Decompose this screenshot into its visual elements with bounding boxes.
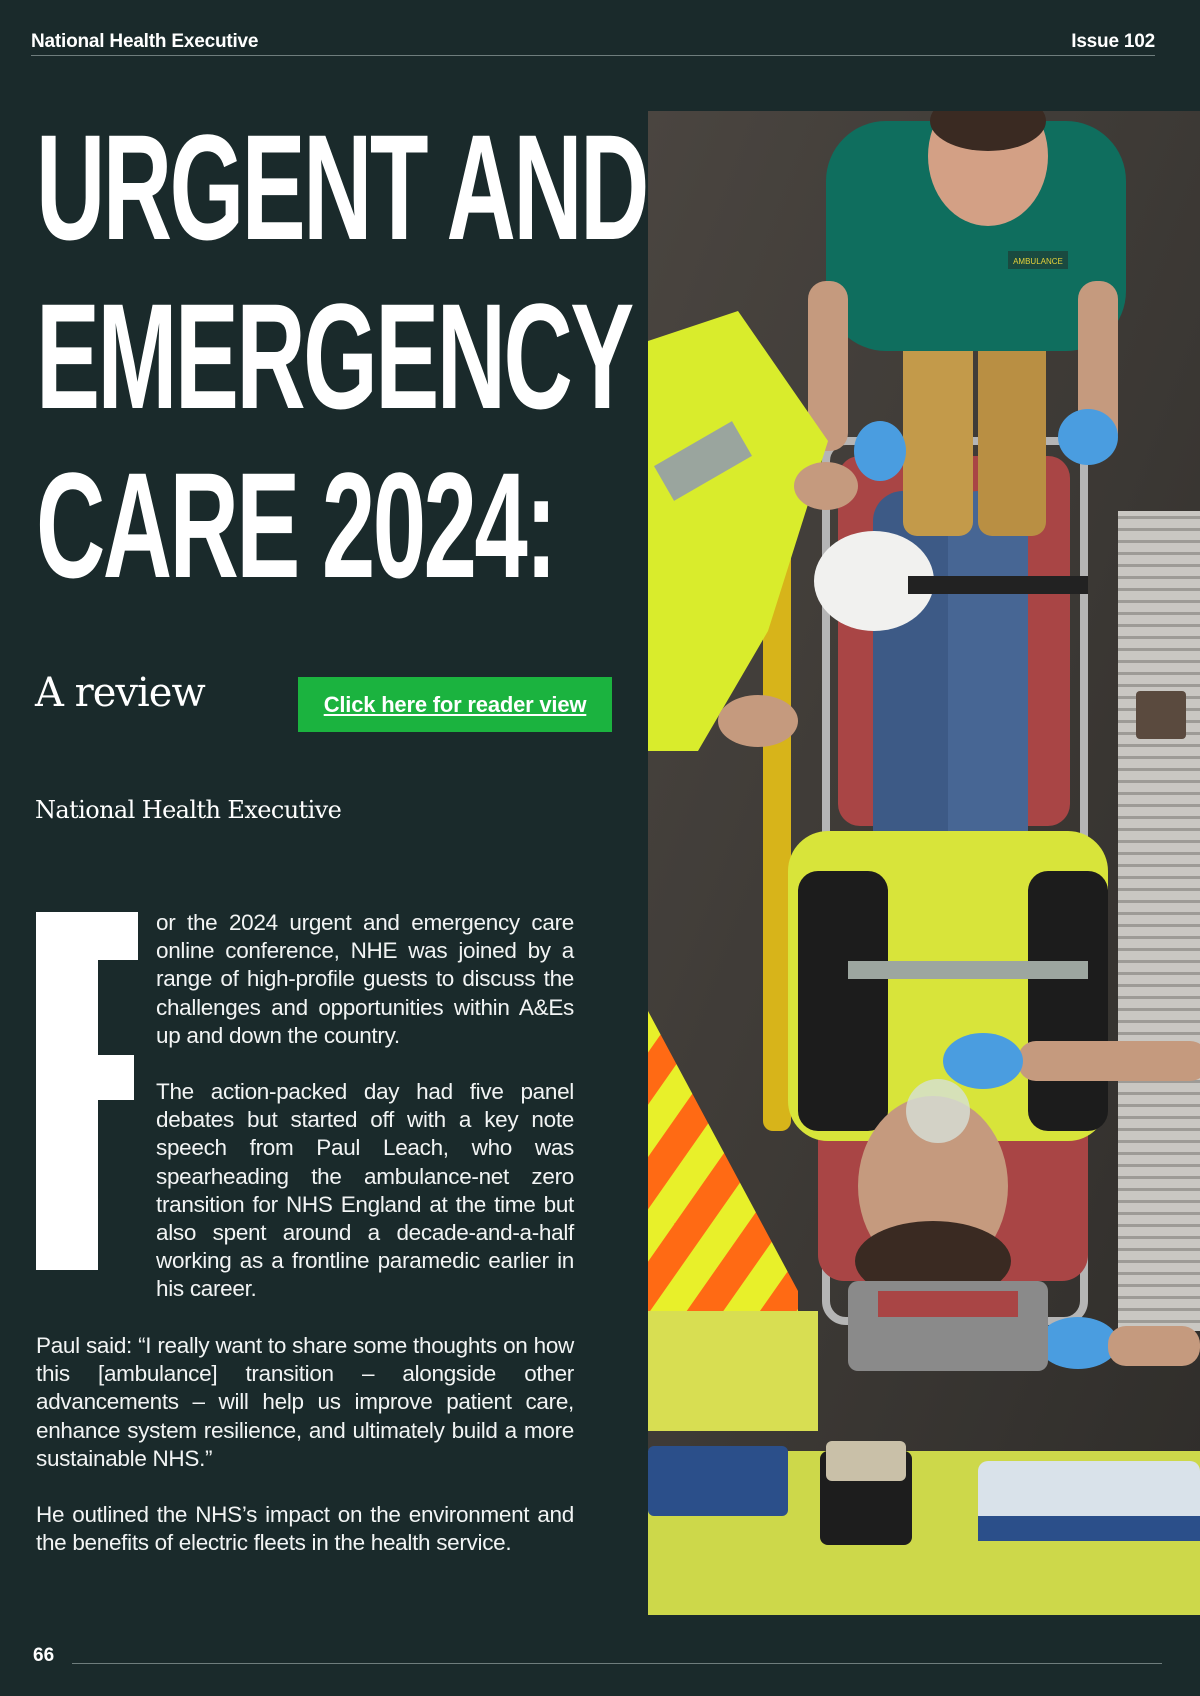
drop-cap xyxy=(36,912,138,1270)
author-byline: National Health Executive xyxy=(35,796,342,824)
footer-rule xyxy=(72,1663,1162,1664)
headline-line-1: URGENT AND xyxy=(36,103,647,271)
publication-name: National Health Executive xyxy=(31,31,259,52)
article-paragraph-1: or the 2024 urgent and emergency care online conference, NHE was joined by a range of high-profile guests to discuss the challenges and opportunities within A&Es up and down the country. xyxy=(156,910,574,1048)
article-paragraph-4: He outlined the NHS’s impact on the environment and the benefits of electric fleets in the health service. xyxy=(36,1502,574,1556)
subtitle: A review xyxy=(35,670,205,716)
article-paragraph-2: The action-packed day had five panel debates but started off with a key note speech from Paul Leach, who was spearheading the ambulance-net zero transition for NHS England at the time but also spent around a decade-and-a-half working as a frontline paramedic earlier in his career. xyxy=(156,1079,574,1302)
reader-view-button[interactable]: Click here for reader view xyxy=(298,677,612,732)
headline-line-3: CARE 2024: xyxy=(36,441,555,609)
page-number: 66 xyxy=(33,1645,55,1666)
headline xyxy=(36,103,647,619)
running-header xyxy=(31,28,1155,56)
ambulance-badge-text: AMBULANCE xyxy=(1013,257,1063,266)
headline-line-2: EMERGENCY xyxy=(36,272,632,440)
ambulance-stretcher-photo xyxy=(648,111,1200,1615)
issue-number: Issue 102 xyxy=(1071,31,1155,52)
article-paragraph-3: Paul said: “I really want to share some thoughts on how this [ambulance] transition – alongside other advancements – will help us improve patient care, enhance system resilience, and ultimately build a more sustainable NHS.” xyxy=(36,1333,574,1471)
